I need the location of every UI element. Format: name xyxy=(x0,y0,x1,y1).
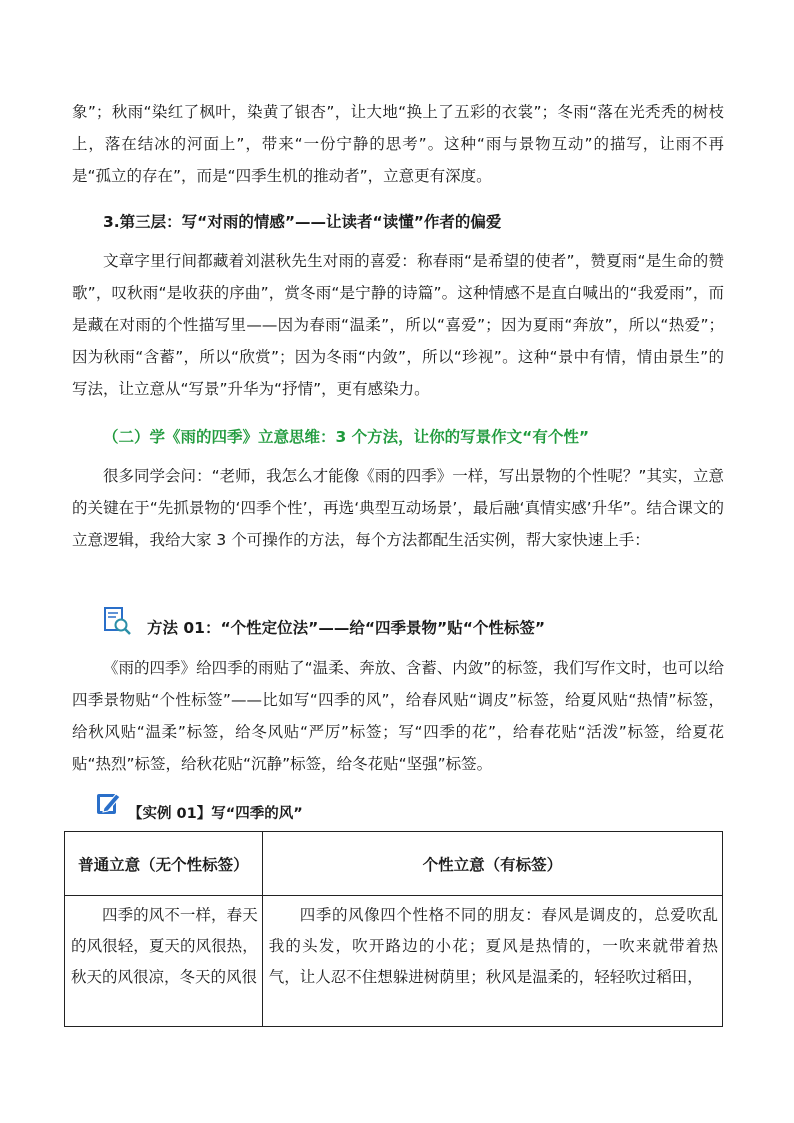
heading-section-2: （二）学《雨的四季》立意思维：3 个方法，让你的写景作文“有个性” xyxy=(103,428,590,446)
paragraph-student-question: 很多同学会问：“老师，我怎么才能像《雨的四季》一样，写出景物的个性呢？”其实，立意的关键在于“先抓景物的‘四季个性’，再选‘典型互动场景’，最后融‘真情实感’升华”。结合课文的立意逻辑，我给大家 3 个可操作的方法，每个方法都配生活实例，帮大家快速上手： xyxy=(72,467,725,549)
method-01-title: 方法 01：“个性定位法”——给“四季景物”贴“个性标签” xyxy=(147,619,546,637)
magnifier-document-icon xyxy=(103,606,131,636)
paragraph-author-emotion: 文章字里行间都藏着刘湛秋先生对雨的喜爱：称春雨“是希望的使者”，赞夏雨“是生命的赞歌”，叹秋雨“是收获的序曲”，赏冬雨“是宁静的诗篇”。这种情感不是直白喊出的“我爱雨”，而是藏在对雨的个性描写里——因为春雨“温柔”，所以“喜爱”；因为夏雨“奔放”，所以“热爱”；因为秋雨“含蓄”，所以“欣赏”；因为冬雨“内敛”，所以“珍视”。这种“景中有情，情由景生”的写法，让立意从“写景”升华为“抒情”，更有感染力。 xyxy=(72,252,724,398)
table-header-row xyxy=(65,832,723,896)
paragraph-rain-interaction: 象”；秋雨“染红了枫叶，染黄了银杏”，让大地“换上了五彩的衣裳”；冬雨“落在光秃秃的树枝上，落在结冰的河面上”，带来“一份宁静的思考”。这种“雨与景物互动”的描写，让雨不再是“孤立的存在”，而是“四季生机的推动者”，立意更有深度。 xyxy=(72,103,724,185)
pencil-note-icon xyxy=(96,790,122,816)
plain-idea-text: 四季的风不一样，春天的风很轻，夏天的风很热，秋天的风很凉，冬天的风很 xyxy=(71,906,258,986)
table-row xyxy=(65,896,723,1027)
paragraph-personality-labels: 《雨的四季》给四季的雨贴了“温柔、奔放、含蓄、内敛”的标签，我们写作文时，也可以给四季景物贴“个性标签”——比如写“四季的风”，给春风贴“调皮”标签，给夏风贴“热情”标签，给秋风贴“温柔”标签，给冬风贴“严厉”标签；写“四季的花”，给春花贴“活泼”标签，给夏花贴“热烈”标签，给秋花贴“沉静”标签，给冬花贴“坚强”标签。 xyxy=(72,659,724,773)
header-plain-idea: 普通立意（无个性标签） xyxy=(65,832,263,896)
personal-idea-text: 四季的风像四个性格不同的朋友：春风是调皮的，总爱吹乱我的头发，吹开路边的小花；夏风是热情的，一吹来就带着热气，让人忍不住想躲进树荫里；秋风是温柔的，轻轻吹过稻田， xyxy=(268,906,718,986)
cell-plain-idea xyxy=(65,896,263,1027)
example-01-title: 【实例 01】写“四季的风” xyxy=(128,806,303,822)
cell-personal-idea xyxy=(262,896,722,1027)
heading-layer-3: 3.第三层：写“对雨的情感”——让读者“读懂”作者的偏爱 xyxy=(103,213,502,231)
header-personal-idea: 个性立意（有标签） xyxy=(262,832,722,896)
comparison-table xyxy=(64,831,723,1027)
